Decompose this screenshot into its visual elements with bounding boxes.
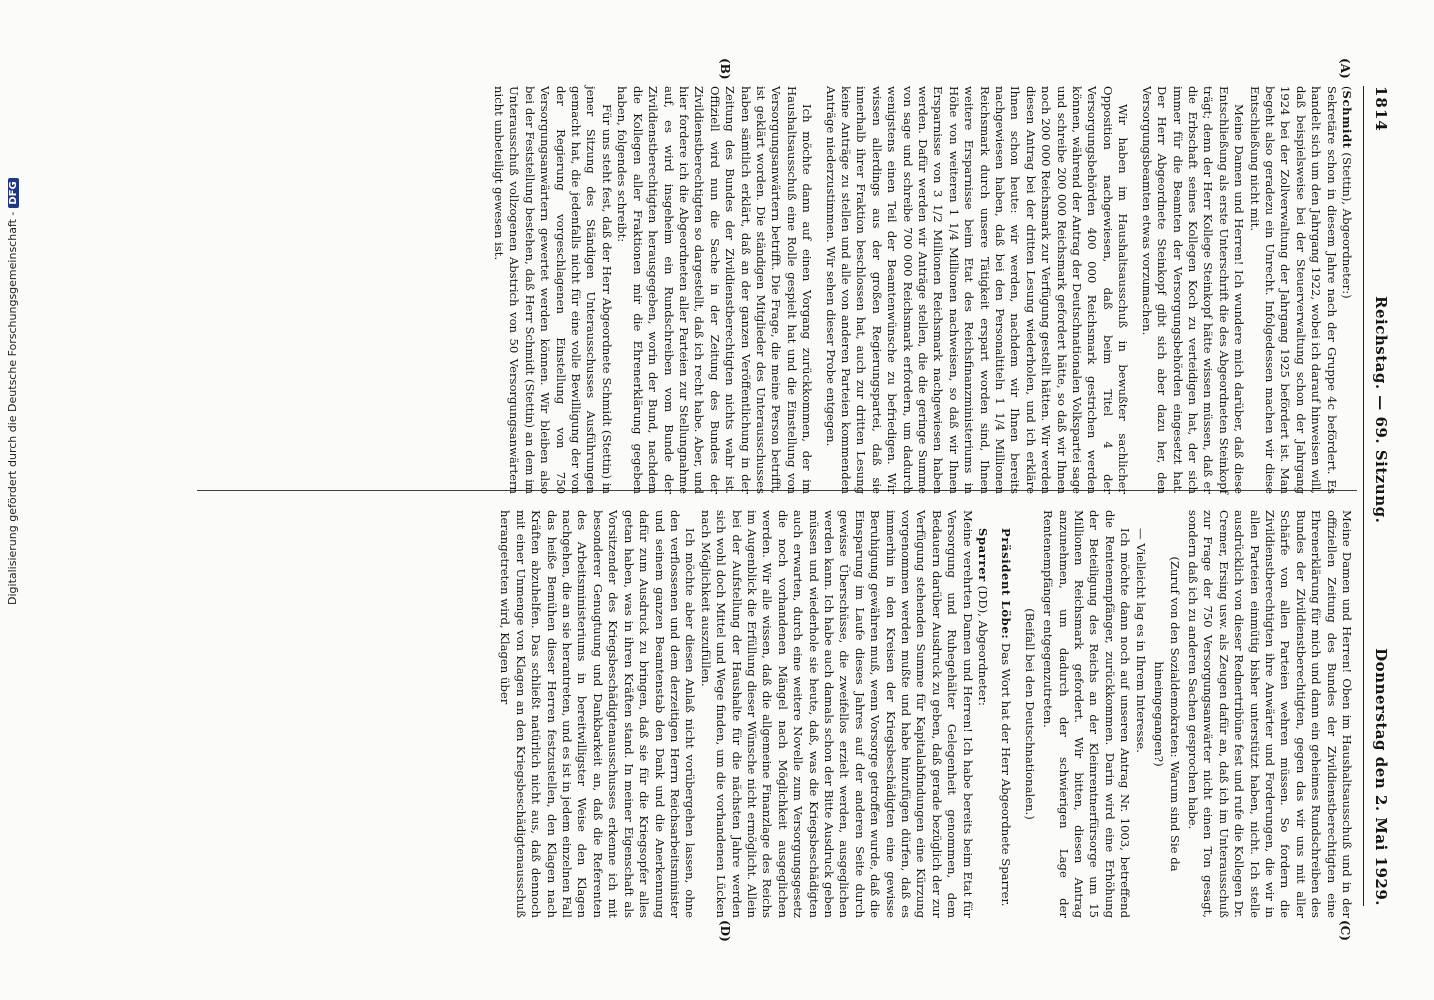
- quoted-paragraph: Für uns steht fest, daß der Herr Abgeordnete Schmidt (Stettin) in jener Sitzung des Ständigen Unterausschusses Ausführungen gemacht hat, die jedenfalls nicht für eine volle Bewilligung der von der Regierung vorgeschlagenen Einstellung von 750 Versorgungsanwärtern gewertet werden können. Wir bleiben also bei der Feststellung bestehen, daß Herr Schmidt (Stettin) an dem im Unterausschuß vollzogenen Abstrich von 50 Versorgungsanwärtern nicht unbeteiligt gewesen ist.: [492, 86, 614, 494]
- page-header: [1363, 86, 1392, 906]
- applause-note: (Beifall bei den Deutschnationalen.): [1022, 608, 1037, 820]
- page-date: Donnerstag den 2. Mai 1929.: [1372, 648, 1390, 906]
- president-text: Das Wort hat der Herr Abgeordnete Sparrer.: [999, 642, 1014, 907]
- right-column: [497, 510, 1354, 918]
- interjection: (Zuruf von den Sozialdemokraten: Warum sind Sie da hineingegangen?): [1152, 556, 1182, 872]
- paragraph: — Vielleicht lag es in Ihrem Interesse.: [1133, 528, 1148, 753]
- paragraph: Sekretäre schon in diesem Jahre nach der Gruppe 4c befördert. Es handelt sich um den Jahrgang 1922, wobei ich darauf hinweisen will, daß beispielsweise bei der Steuerverwaltung schon der Jahrgang 1924 bei der Zollverwaltung der Jahrgang 1925 befördert ist. Man begeht also geradezu ein Unrecht. Infolgedessen machen wir diese Entschließung nicht mit.: [1247, 86, 1339, 494]
- paragraph: Ich möchte aber diesen Anlaß nicht vorübergehen lassen, ohne den verflossenen und dem derzeitigen Herrn Reichsarbeitsminister und seinem ganzen Beamtenstab den Dank und die Anerkennung dafür zum Ausdruck zu bringen, daß sie für die Kriegsopfer alles getan haben, was in ihren Kräften stand. In meiner Eigenschaft als Vorsitzender des Kriegsbeschädigtenausschusses erkenne ich mit besonderer Genugtuung und Dankbarkeit an, daß die Referenten des Arbeitsministeriums in bereitwilligster Weise den Klagen nachgehen, die an sie herantreten, und es ist in jedem einzelnen Fall das heiße Bemühen dieser Herren festzustellen, den Klagen nach Kräften abzuhelfen. Das schließt natürlich nicht aus, daß dennoch mit einer Unmenge von Klagen an den Kriegsbeschädigtenausschuß herangetreten wird, Klagen über: [498, 510, 698, 918]
- speaker-line: (Schmidt (Stettin), Abgeordneter:): [1340, 86, 1354, 299]
- credit-text: Digitalisierung gefördert durch die Deutsche Forschungsgemeinschaft -: [6, 211, 19, 605]
- president-name: Präsident Löbe:: [999, 528, 1014, 640]
- speaker-name: Sparrer: [976, 528, 991, 582]
- president-line: [998, 510, 1013, 918]
- margin-mark-a: (A): [1338, 58, 1352, 79]
- page-title: Reichstag. — 69. Sitzung.: [1372, 296, 1390, 524]
- speaker-line: [975, 510, 990, 918]
- margin-mark-d: (D): [718, 920, 732, 942]
- paragraph: Meine Damen und Herren! Oben im Haushaltsausschuß und in der offiziellen Zeitung des Bundes der Zivildienstberechtigten eine Ehrenerklärung für mich und dann ein geheimes Rundschreiben des Bundes der Zivildienstberechtigten, gegen das wir uns mit aller Schärfe von allen Parteien wehren müssen. So fordern die Zivildienstberechtigten ihre Anwärter und Forderungen, die wir in allen Parteien einmütig bisher unterstützt haben, nicht. Ich stelle ausdrücklich von dieser Rednertribüne fest und rufe die Kollegen Dr. Cremer, Ersing usw. als Zeugen dafür an, daß ich im Unterausschuß zur Frage der 750 Versorgungsanwärter nicht einen Ton gesagt, sondern daß ich zu anderen Sachen gesprochen habe.: [1185, 510, 1354, 918]
- speaker-suffix: (Stettin), Abgeordneter:): [1340, 152, 1354, 299]
- speaker-suffix: (DD), Abgeordneter:: [976, 585, 991, 706]
- paragraph: Ich möchte dann auf einen Vorgang zurückkommen, der im Haushaltsausschuß eine Rolle gespielt hat und die Einstellung von Versorgungsanwärtern betrifft. Die Frage, die meine Person betrifft, ist geklärt worden. Die ständigen Mitglieder des Unterausschusses haben sämtlich erklärt, daß an der ganzen Veröffentlichung in der Zeitung des Bundes der Zivildienstberechtigten nichts wahr ist. Offiziell wird nun die Sache in der Zeitung des Bundes der Zivildienstberechtigten so dargestellt, daß ich recht habe. Aber, und hier fordere ich die Abgeordneten aller Parteien zur Stellungnahme auf, es wird insgeheim ein Rundschreiben vom Bunde der Zivildienstberechtigten herausgegeben, worin der Bund, nachdem die Kollegen aller Fraktionen mir die Ehrenerklärung gegeben haben, folgendes schreibt:: [615, 86, 815, 494]
- paragraph: Meine Damen und Herren! Ich wundere mich darüber, daß diese Entschließung als erste Unterschrift die des Abgeordneten Steinkopf trägt; denn der Herr Kollege Steinkopf hätte wissen müssen, daß er die Erbschaft seines Kollegen Koch zu verteidigen hat, der sich immer für die Beamten der Versorgungsbehörden eingesetzt hat. Der Herr Abgeordnete Steinkopf gibt sich aber dazu her, den Versorgungsbeamten etwas vorzumachen.: [1139, 86, 1247, 494]
- dfg-logo: DFG: [8, 178, 19, 207]
- rotated-scan-page: [72, 0, 1432, 960]
- digitization-credit: [6, 181, 24, 605]
- speaker-name: Schmidt: [1340, 90, 1354, 149]
- paragraph: Wir haben im Haushaltsausschuß in bewußter sachlicher Opposition nachgewiesen, daß beim Titel 4 der Versorgungsbehörden 400 000 Reichsmark gestrichen werden können, während der Antrag der Deutschnationalen Volkspartei sage und schreibe 200 000 Reichsmark gefordert hätte, so daß wir Ihnen noch 200 000 Reichsmark zur Verfügung gestellt hätten. Wir werden diesen Antrag bei der dritten Lesung wiederholen, und ich erkläre Ihnen schon heute: wir werden, nachdem wir Ihnen bereits nachgewiesen haben, daß bei den Personaltiteln 1 1/4 Millionen Reichsmark durch unsere Tätigkeit erspart worden sind, Ihnen weitere Ersparnisse beim Etat des Reichsfinanzministeriums in Höhe von weiteren 1 1/4 Millionen nachweisen, so daß wir Ihnen Ersparnisse von 3 1/2 Millionen Reichsmark nachgewiesen haben werden. Dafür werden wir Anträge stellen, die die geringe Summe von sage und schreibe 700 000 Reichsmark erfordern, um dadurch wenigstens einen Teil der Beamtenwünsche zu befriedigen. Wir wissen allerdings aus der großen Regierungspartei, daß sie innerhalb ihrer Fraktion beschlossen hat, auch zur dritten Lesung keine Anträge zu stellen und alle von anderen Parteien kommenden Anträge niederzustimmen. Wir sehen dieser Probe entgegen.: [823, 86, 1131, 494]
- paragraph: Ich möchte dann noch auf unseren Antrag Nr. 1003, betreffend die Rentenempfänger, zurückkommen. Darin wird eine Erhöhung der Beteiligung des Reichs an der Kleinrentnerfürsorge um 15 Millionen Reichsmark gefordert. Wir bitten, diesen Antrag anzunehmen, um dadurch der schwierigen Lage der Rentenempfänger entgegenzutreten.: [1041, 510, 1133, 918]
- paragraph: Meine verehrten Damen und Herren! Ich habe bereits beim Etat für Versorgung und Ruhegehälter Gelegenheit genommen, dem Bedauern darüber Ausdruck zu geben, daß gerade bezüglich der zur Verfügung stehenden Summe für Kapitalabfindungen eine Kürzung vorgenommen werden mußte und habe hinzufügen dürfen, daß es immerhin in den Kreisen der Kriegsbeschädigten eine gewisse Beruhigung gewähren muß, wenn Vorsorge getroffen wurde, daß die Einsparung im Laufe dieses Jahres auf der anderen Seite durch gewisse Überschüsse, die zweifellos erzielt werden, ausgeglichen werden kann. Ich habe auch damals schon der Bitte Ausdruck geben müssen und wiederhole sie heute, daß, was die Kriegsbeschädigten auch erwarten, durch eine weitere Novelle zum Versorgungsgesetz die noch vorhandenen Mängel nach Möglichkeit ausgeglichen werden. Wir alle wissen, daß die allgemeine Finanzlage des Reichs im Augenblick die Erfüllung dieser Wünsche nicht ermöglicht. Allein bei der Aufstellung der Haushalte für die nächsten Jahre werden sich wohl doch Mittel und Wege finden, um die vorhandenen Lücken nach Möglichkeit auszufüllen.: [698, 510, 975, 918]
- margin-mark-b: (B): [718, 58, 732, 80]
- margin-mark-c: (C): [1338, 920, 1352, 941]
- page-number: 1814: [1372, 86, 1390, 132]
- left-column: [491, 86, 1354, 494]
